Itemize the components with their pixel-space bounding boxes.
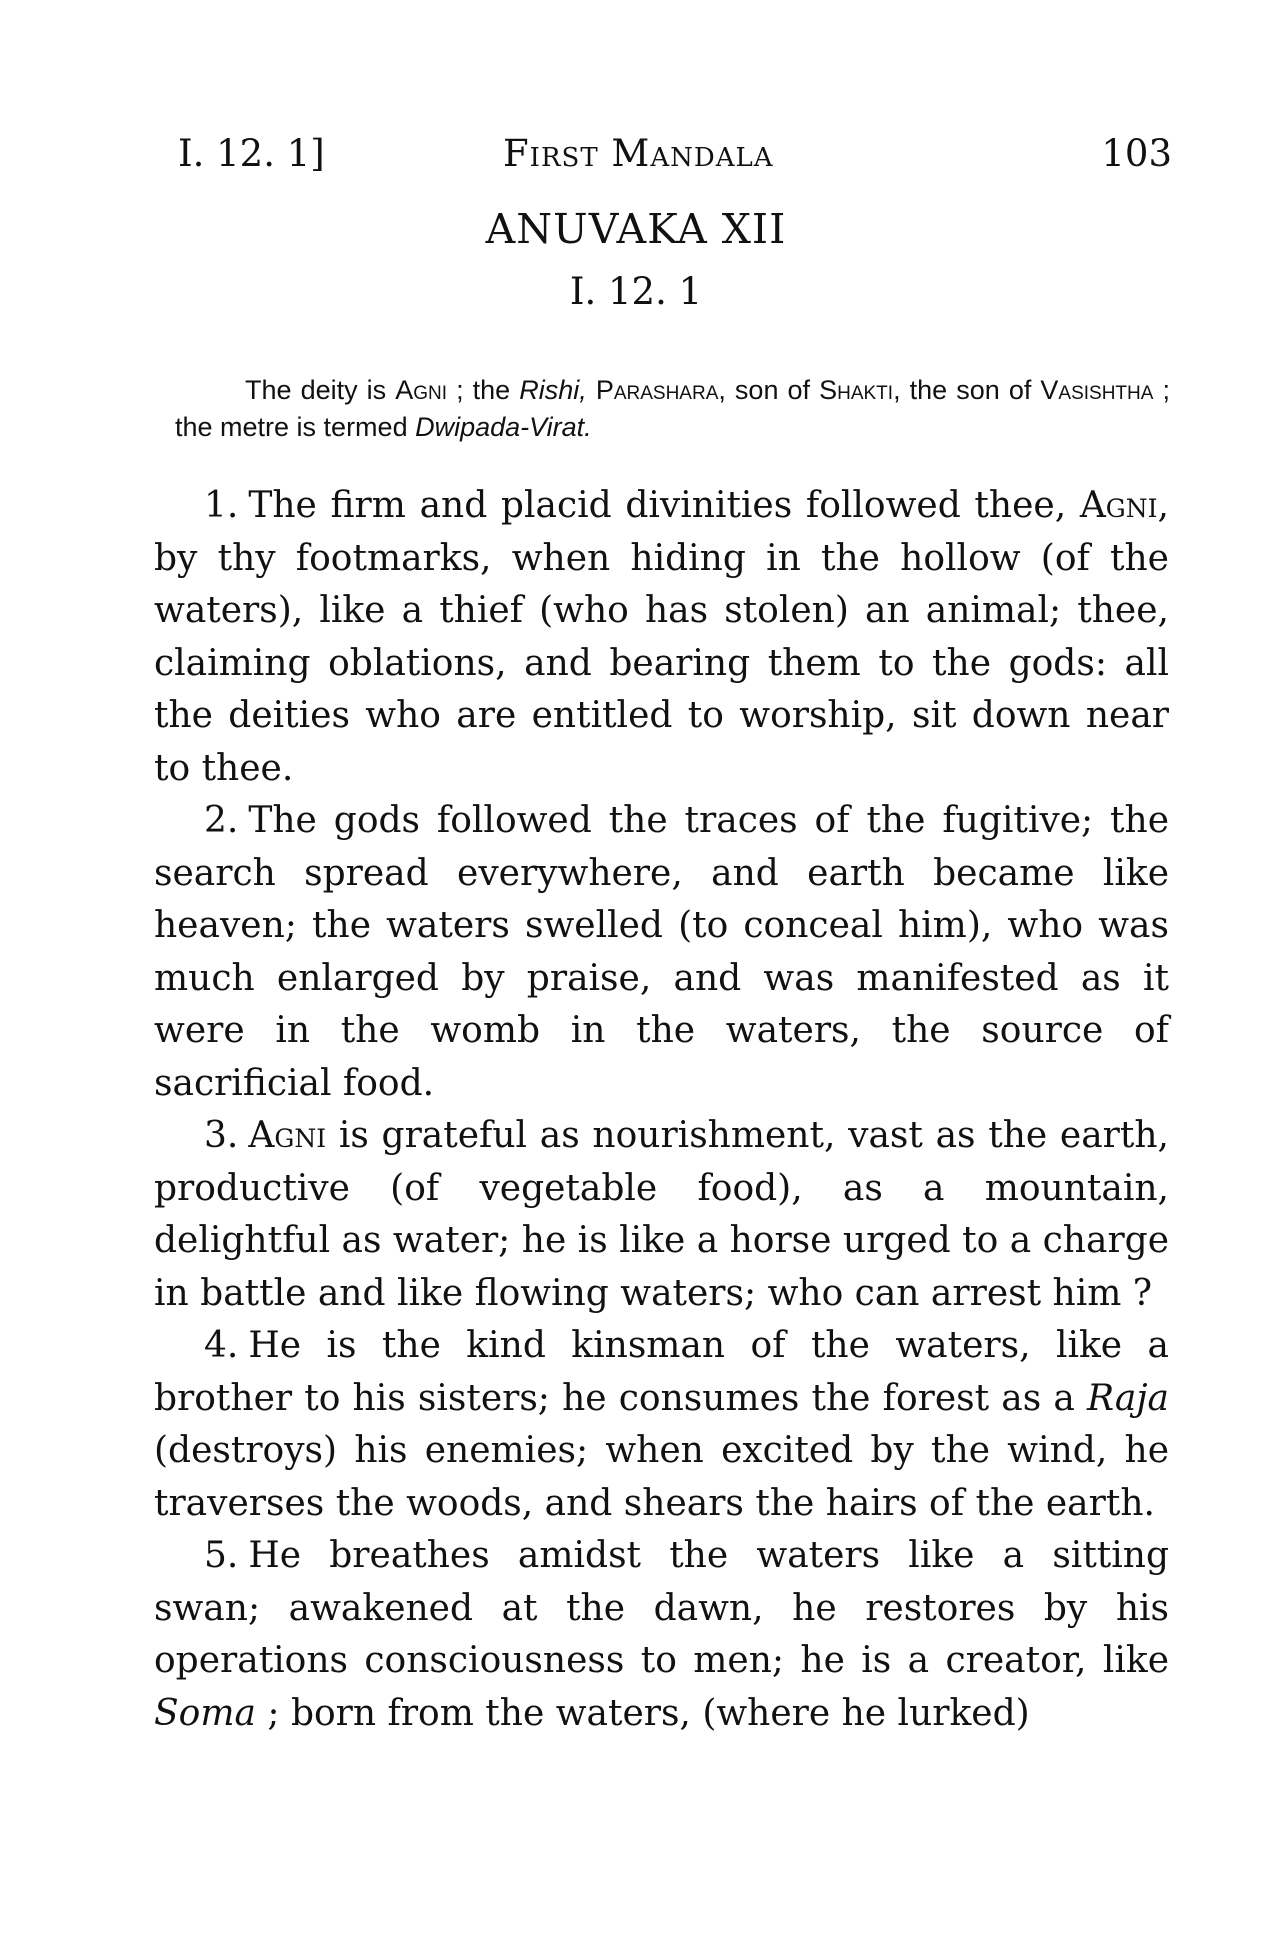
verse-3 [154, 1110, 1169, 1320]
verse-text: (destroys) his enemies; when excited by the wind, he traverses the woods, and shears the hairs of the earth. [154, 1430, 1169, 1524]
verse-5 [154, 1530, 1169, 1740]
intro-text: The deity is [245, 375, 396, 405]
italic-term: Soma [154, 1692, 256, 1734]
intro-text [587, 375, 596, 405]
verse-1 [154, 480, 1169, 795]
verse-number: 5. [204, 1535, 239, 1576]
running-head [178, 132, 1172, 182]
verse-number: 2. [204, 800, 239, 841]
verse-4 [154, 1320, 1169, 1530]
verse-number: 4. [204, 1325, 239, 1366]
hymn-introduction [175, 372, 1170, 446]
verse-text: He breathes amidst the waters like a sitting swan; awakened at the dawn, he restores by his operations consciousness to men; he is a creator, like [154, 1535, 1169, 1681]
intro-text: the son of [900, 375, 1041, 405]
verse-text: He is the kind kinsman of the waters, like a brother to his sisters; he consumes the forest as a [154, 1325, 1169, 1419]
page-number: 103 [1101, 132, 1172, 175]
rishi-term: Rishi, [519, 375, 587, 405]
grandfather-name: Vasishtha [1040, 375, 1154, 405]
verse-list [154, 480, 1169, 1740]
book-section-title: First Mandala [503, 132, 774, 175]
intro-text: ; the [447, 375, 520, 405]
italic-term: Raja [1086, 1377, 1169, 1419]
deity-name: Agni [248, 1115, 327, 1156]
father-name: Shakti, [819, 375, 901, 405]
verse-text: The gods followed the traces of the fugitive; the search spread everywhere, and earth became like heaven; the waters swelled (to conceal him), who was much enlarged by praise, and was manifested as it were in the womb in the waters, the source of sacrificial food. [154, 800, 1169, 1104]
intro-text: son of [725, 375, 820, 405]
verse-number: 3. [204, 1115, 239, 1156]
rishi-name: Parashara, [595, 375, 726, 405]
anuvaka-heading: ANUVAKA XII [485, 205, 787, 253]
chapter-reference: I. 12. 1] [178, 132, 325, 175]
deity-name: Agni [1079, 485, 1158, 526]
verse-text: is grateful as nourishment, vast as the earth, productive (of vegetable food), as a mountain, delightful as water; he is like a horse urged to a charge in battle and like flowing waters; who can arrest him ? [154, 1115, 1169, 1314]
verse-text: , by thy footmarks, when hiding in the hollow (of the waters), like a thief (who has stolen) an animal; thee, claiming oblations, and bearing them to the gods: all the deities who are entitled to worship, sit down near to thee. [154, 485, 1169, 789]
verse-text: ; born from the waters, (where he lurked) [255, 1692, 1030, 1734]
verse-2 [154, 795, 1169, 1110]
intro-paragraph [175, 372, 1170, 446]
intro-text: ; the metre is termed [175, 375, 1170, 442]
verse-text: The firm and placid divinities followed thee, [248, 485, 1080, 526]
deity-name: Agni [395, 375, 448, 405]
verse-number: 1. [204, 485, 239, 526]
hymn-reference: I. 12. 1 [569, 270, 703, 313]
metre-name: Dwipada-Virat. [415, 412, 592, 442]
